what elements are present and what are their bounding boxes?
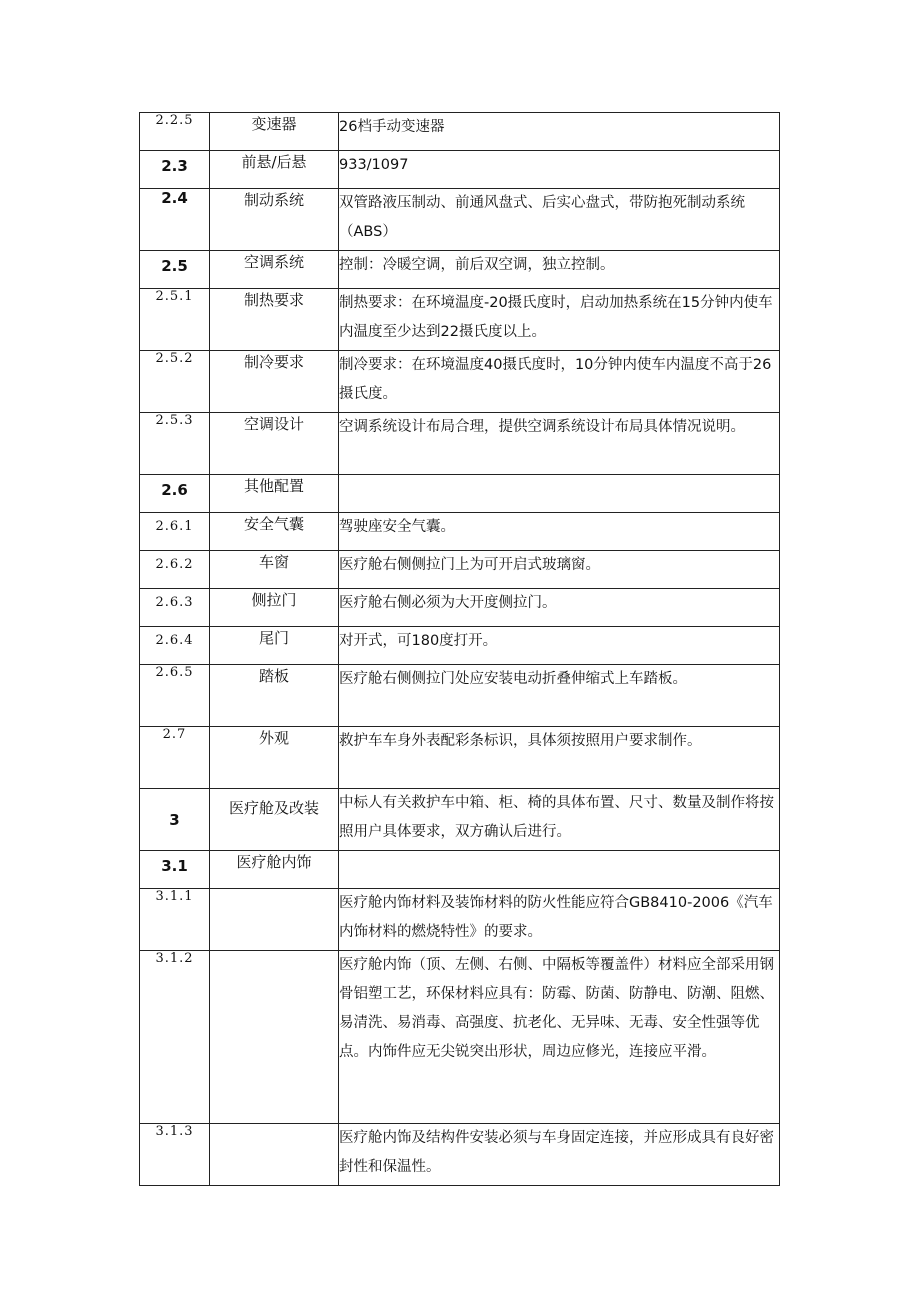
item-number: 2.3 [140, 151, 210, 189]
item-number: 3.1.1 [140, 889, 210, 951]
table-row [140, 251, 780, 289]
item-description [339, 475, 780, 513]
item-description: 驾驶座安全气囊。 [339, 513, 780, 551]
item-name: 变速器 [210, 113, 339, 151]
item-name: 尾门 [210, 627, 339, 665]
table-row [140, 589, 780, 627]
item-description: 制冷要求：在环境温度40摄氏度时，10分钟内使车内温度不高于26摄氏度。 [339, 351, 780, 413]
item-name: 制动系统 [210, 189, 339, 251]
table-row [140, 1124, 780, 1186]
item-name: 前悬/后悬 [210, 151, 339, 189]
item-number: 2.6.2 [140, 551, 210, 589]
item-number: 2.4 [140, 189, 210, 251]
item-number: 2.5.3 [140, 413, 210, 475]
item-description: 对开式，可180度打开。 [339, 627, 780, 665]
item-number: 2.6 [140, 475, 210, 513]
table-row [140, 727, 780, 789]
item-description: 26档手动变速器 [339, 113, 780, 151]
item-number: 2.2.5 [140, 113, 210, 151]
item-description: 933/1097 [339, 151, 780, 189]
item-description: 中标人有关救护车中箱、柜、椅的具体布置、尺寸、数量及制作将按照用户具体要求，双方确认后进行。 [339, 789, 780, 851]
item-description: 救护车车身外表配彩条标识，具体须按照用户要求制作。 [339, 727, 780, 789]
item-description: 制热要求：在环境温度-20摄氏度时，启动加热系统在15分钟内使车内温度至少达到22摄氏度以上。 [339, 289, 780, 351]
item-number: 3.1.2 [140, 951, 210, 1124]
table-row [140, 851, 780, 889]
item-name: 踏板 [210, 665, 339, 727]
item-name: 医疗舱及改装 [210, 789, 339, 851]
table-row [140, 889, 780, 951]
item-name: 空调设计 [210, 413, 339, 475]
item-description: 医疗舱右侧侧拉门上为可开启式玻璃窗。 [339, 551, 780, 589]
item-description: 医疗舱内饰材料及装饰材料的防火性能应符合GB8410-2006《汽车内饰材料的燃烧特性》的要求。 [339, 889, 780, 951]
item-description: 双管路液压制动、前通风盘式、后实心盘式，带防抱死制动系统（ABS） [339, 189, 780, 251]
item-number: 2.6.5 [140, 665, 210, 727]
item-description: 医疗舱右侧必须为大开度侧拉门。 [339, 589, 780, 627]
item-number: 2.5.2 [140, 351, 210, 413]
item-description: 空调系统设计布局合理，提供空调系统设计布局具体情况说明。 [339, 413, 780, 475]
item-number: 3.1 [140, 851, 210, 889]
item-description: 医疗舱右侧侧拉门处应安装电动折叠伸缩式上车踏板。 [339, 665, 780, 727]
item-description: 医疗舱内饰及结构件安装必须与车身固定连接，并应形成具有良好密封性和保温性。 [339, 1124, 780, 1186]
item-name: 制热要求 [210, 289, 339, 351]
item-number: 2.5.1 [140, 289, 210, 351]
item-number: 3 [140, 789, 210, 851]
table-row [140, 351, 780, 413]
table-row [140, 513, 780, 551]
table-row [140, 189, 780, 251]
item-description [339, 851, 780, 889]
item-description: 医疗舱内饰（顶、左侧、右侧、中隔板等覆盖件）材料应全部采用钢骨铝塑工艺，环保材料应具有：防霉、防菌、防静电、防潮、阻燃、易清洗、易消毒、高强度、抗老化、无异味、无毒、安全性强等优点。内饰件应无尖锐突出形状，周边应修光，连接应平滑。 [339, 951, 780, 1124]
table-row [140, 789, 780, 851]
table-row [140, 413, 780, 475]
item-name [210, 889, 339, 951]
item-name [210, 1124, 339, 1186]
item-number: 2.5 [140, 251, 210, 289]
spec-table [139, 112, 780, 1186]
table-row [140, 289, 780, 351]
item-name: 其他配置 [210, 475, 339, 513]
item-name: 外观 [210, 727, 339, 789]
item-name: 医疗舱内饰 [210, 851, 339, 889]
item-number: 2.6.3 [140, 589, 210, 627]
item-number: 2.7 [140, 727, 210, 789]
item-number: 2.6.1 [140, 513, 210, 551]
table-row [140, 113, 780, 151]
item-description: 控制：冷暖空调，前后双空调，独立控制。 [339, 251, 780, 289]
table-row [140, 151, 780, 189]
table-row [140, 665, 780, 727]
table-row [140, 475, 780, 513]
item-name: 侧拉门 [210, 589, 339, 627]
table-row [140, 627, 780, 665]
item-number: 2.6.4 [140, 627, 210, 665]
table-row [140, 951, 780, 1124]
table-row [140, 551, 780, 589]
item-name: 车窗 [210, 551, 339, 589]
item-name: 空调系统 [210, 251, 339, 289]
item-name [210, 951, 339, 1124]
item-number: 3.1.3 [140, 1124, 210, 1186]
item-name: 制冷要求 [210, 351, 339, 413]
item-name: 安全气囊 [210, 513, 339, 551]
